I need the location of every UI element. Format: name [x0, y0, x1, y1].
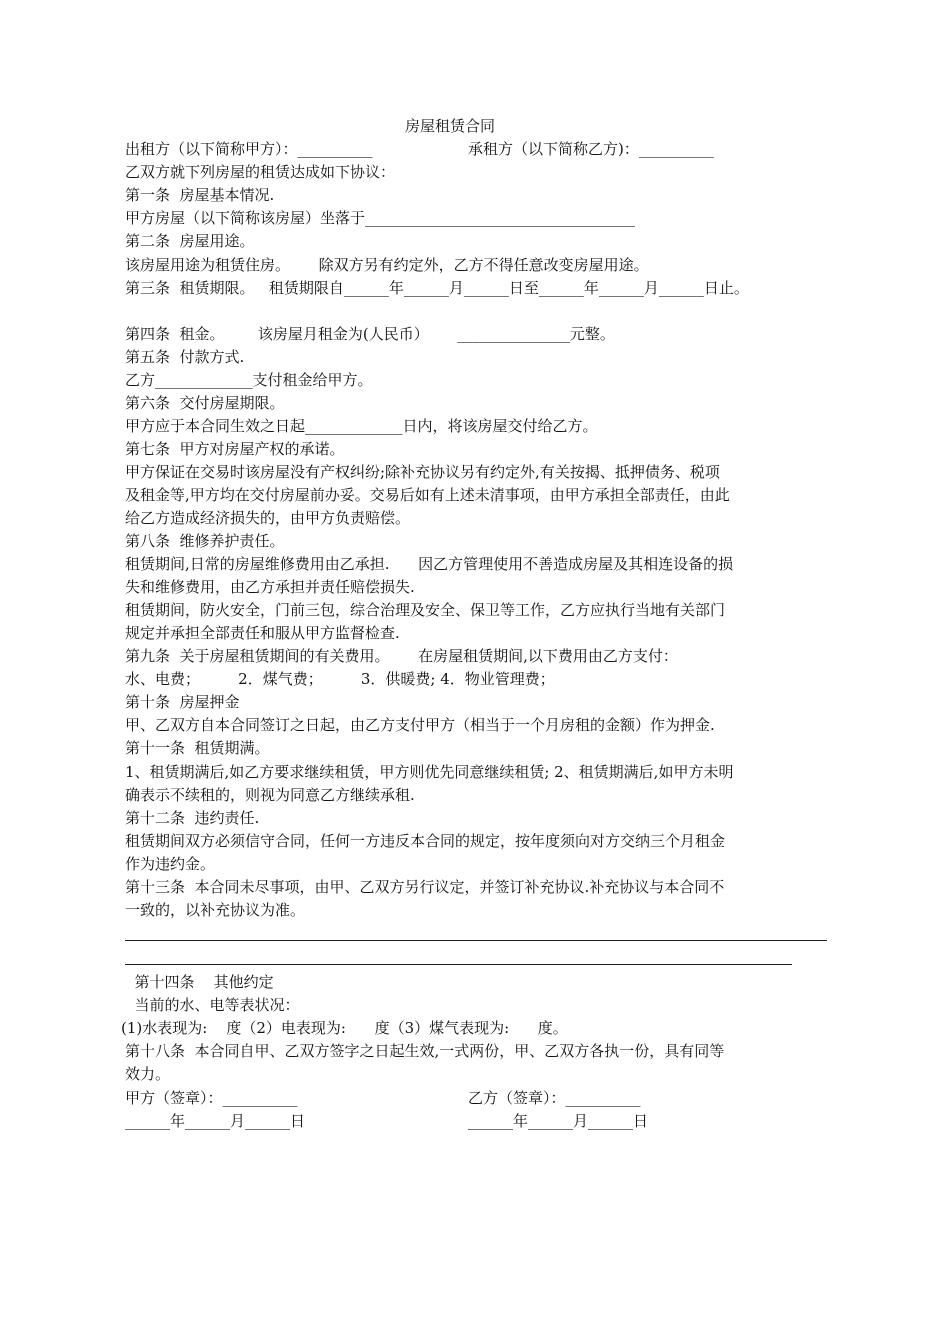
article-10-heading: 第十条 房屋押金: [125, 693, 240, 711]
meter-readings: (1)水表现为: 度（2）电表现为: 度（3）煤气表现为: 度。: [121, 1019, 568, 1037]
article-5-body: 乙方_____________支付租金给甲方。: [125, 371, 373, 389]
article-8-heading: 第八条 维修养护责任。: [125, 532, 285, 550]
article-6-heading: 第六条 交付房屋期限。: [125, 394, 285, 412]
lessor-line: 出租方（以下简称甲方）：__________: [125, 140, 373, 158]
document-title: 房屋租赁合同: [404, 117, 495, 135]
article-12-line-2: 作为违约金。: [125, 855, 216, 873]
article-2-body: 该房屋用途为租赁住房。 除双方另有约定外，乙方不得任意改变房屋用途。: [125, 256, 649, 274]
article-11-line-2: 确表示不续租的，则视为同意乙方继续承租.: [125, 786, 415, 804]
article-4: 第四条 租金。 该房屋月租金为(人民币） _______________元整。: [125, 325, 615, 343]
article-1-body: 甲方房屋（以下简称该房屋）坐落于____________________________________: [125, 209, 636, 227]
article-7-line-3: 给乙方造成经济损失的，由甲方负责赔偿。: [125, 509, 411, 527]
article-11-heading: 第十一条 租赁期满。: [125, 739, 270, 757]
article-18-line-2: 效力。: [125, 1065, 171, 1083]
date-party-a: ______年______月______日: [125, 1112, 306, 1130]
article-9-body: 水、电费； 2．煤气费； 3．供暖费; 4．物业管理费；: [125, 670, 555, 688]
intro-line: 乙双方就下列房屋的租赁达成如下协议：: [125, 163, 396, 181]
article-14-heading: 第十四条 其他约定: [125, 973, 274, 991]
article-3: 第三条 租赁期限。 租赁期限自______年______月______日至______年______月______日止。: [125, 279, 749, 297]
article-1-heading: 第一条 房屋基本情况.: [125, 186, 275, 204]
blank-rule-2: [125, 964, 792, 965]
article-13-line-2: 一致的，以补充协议为准。: [125, 901, 306, 919]
signature-party-b: 乙方（签章）：__________: [468, 1089, 641, 1107]
article-2-heading: 第二条 房屋用途。: [125, 232, 255, 250]
blank-rule-1: [125, 940, 827, 941]
article-11-line-1: 1、租赁期满后,如乙方要求继续租赁，甲方则优先同意继续租赁; 2、租赁期满后,如甲方未明: [125, 763, 734, 781]
article-8-line-2: 失和维修费用，由乙方承担并责任赔偿损失.: [125, 578, 415, 596]
article-8-line-4: 规定并承担全部责任和服从甲方监督检查.: [125, 624, 400, 642]
article-18-line-1: 第十八条 本合同自甲、乙双方签字之日起生效,一式两份，甲、乙双方各执一份，具有同等: [125, 1042, 725, 1060]
article-9-heading: 第九条 关于房屋租赁期间的有关费用。 在房屋租赁期间,以下费用由乙方支付：: [125, 647, 678, 665]
article-5-heading: 第五条 付款方式.: [125, 348, 245, 366]
article-13-line-1: 第十三条 本合同未尽事项，由甲、乙双方另行议定，并签订补充协议.补充协议与本合同不: [125, 878, 725, 896]
date-party-b: ______年______月______日: [468, 1112, 649, 1130]
lessee-line: 承租方（以下简称乙方)：__________: [468, 140, 714, 158]
article-12-line-1: 租赁期间双方必须信守合同，任何一方违反本合同的规定，按年度须向对方交纳三个月租金: [125, 832, 726, 850]
article-7-heading: 第七条 甲方对房屋产权的承诺。: [125, 440, 345, 458]
article-14-subheading: 当前的水、电等表状况：: [125, 996, 300, 1014]
article-10-body: 甲、乙双方自本合同签订之日起，由乙方支付甲方（相当于一个月房租的金额）作为押金.: [125, 716, 715, 734]
article-8-line-3: 租赁期间，防火安全，门前三包，综合治理及安全、保卫等工作，乙方应执行当地有关部门: [125, 601, 726, 619]
article-12-heading: 第十二条 违约责任.: [125, 809, 260, 827]
article-7-line-1: 甲方保证在交易时该房屋没有产权纠纷;除补充协议另有约定外,有关按揭、抵押债务、税项: [125, 463, 720, 481]
signature-party-a: 甲方（签章）：__________: [125, 1089, 298, 1107]
article-7-line-2: 及租金等,甲方均在交付房屋前办妥。交易后如有上述未清事项，由甲方承担全部责任，由此: [125, 486, 730, 504]
article-6-body: 甲方应于本合同生效之日起_____________日内，将该房屋交付给乙方。: [125, 417, 598, 435]
article-8-line-1: 租赁期间,日常的房屋维修费用由乙承担. 因乙方管理使用不善造成房屋及其相连设备的损: [125, 555, 734, 573]
